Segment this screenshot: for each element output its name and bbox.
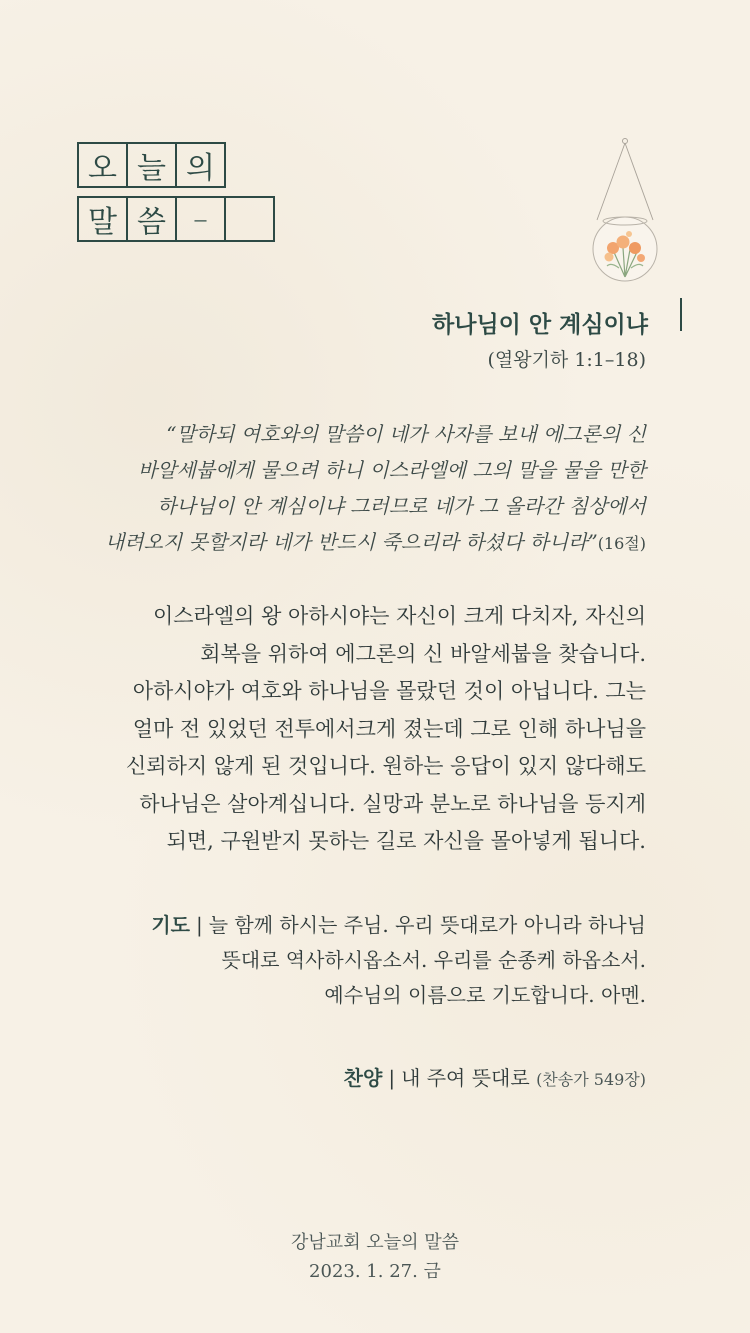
hymn-separator: |	[388, 1066, 396, 1090]
hymn-section	[344, 1062, 646, 1091]
decorative-divider	[680, 298, 682, 331]
title-grid-cell: 말	[77, 196, 128, 242]
prayer-text: 늘 함께 하시는 주님. 우리 뜻대로가 아니라 하나님	[208, 913, 646, 937]
hymn-reference: (찬송가 549장)	[536, 1070, 646, 1089]
sermon-title: 하나님이 안 계심이냐	[432, 312, 648, 338]
hymn-label: 찬양	[343, 1066, 383, 1090]
title-grid-cell: 늘	[126, 142, 177, 188]
title-grid-row-2	[77, 196, 273, 242]
title-grid-cell: 씀	[126, 196, 177, 242]
body-line: 하나님은 살아계십니다. 실망과 분노로 하나님을 등지게	[139, 791, 646, 816]
body-line: 얼마 전 있었던 전투에서크게 졌는데 그로 인해 하나님을	[132, 716, 646, 741]
prayer-line: 예수님의 이름으로 기도합니다. 아멘.	[324, 983, 646, 1007]
scripture-quote-line-last	[46, 524, 646, 562]
title-grid-cell: –	[175, 196, 226, 242]
devotional-body	[26, 598, 646, 861]
scripture-quote-line: 하나님이 안 계심이냐 그러므로 네가 그 올라간 침상에서	[157, 494, 646, 518]
title-grid-cell: 의	[175, 142, 226, 188]
scripture-reference: (열왕기하 1:1–18)	[487, 349, 646, 371]
body-line: 아하시야가 여호와 하나님을 몰랐던 것이 아닙니다. 그는	[132, 679, 646, 703]
body-line: 이스라엘의 왕 아하시야는 자신이 크게 다치자, 자신의	[152, 604, 646, 628]
prayer-section	[26, 908, 646, 1013]
body-line: 신뢰하지 않게 된 것입니다. 원하는 응답이 있지 않다해도	[126, 754, 646, 778]
footer-church-name: 강남교회 오늘의 말씀	[291, 1232, 459, 1253]
hymn-title: 내 주여 뜻대로	[401, 1066, 530, 1090]
scripture-quote-line-text: 내려오지 못할지라 네가 반드시 죽으리라 하셨다 하니라”	[104, 530, 598, 554]
footer	[0, 1228, 750, 1286]
title-grid-cell	[224, 196, 275, 242]
title-grid-cell: 오	[77, 142, 128, 188]
scripture-quote-line: 바알세붑에게 물으려 하니 이스라엘에 그의 말을 물을 만한	[137, 458, 646, 482]
prayer-line: 뜻대로 역사하시옵소서. 우리를 순종케 하옵소서.	[221, 948, 646, 972]
scripture-quote	[46, 416, 646, 562]
body-line: 되면, 구원받지 못하는 길로 자신을 몰아넣게 됩니다.	[166, 829, 646, 853]
prayer-line-1	[26, 908, 646, 943]
prayer-separator: |	[195, 913, 203, 937]
title-grid-row-1	[77, 142, 273, 188]
scripture-quote-line: “말하되 여호와의 말씀이 네가 사자를 보내 에그론의 신	[166, 422, 646, 446]
body-line: 회복을 위하여 에그론의 신 바알세붑을 찾습니다.	[200, 641, 646, 666]
footer-date: 2023. 1. 27. 금	[309, 1261, 441, 1282]
hanging-flower-terrarium-icon	[585, 138, 665, 288]
verse-number: (16절)	[597, 534, 646, 553]
prayer-label: 기도	[151, 913, 190, 937]
title-grid	[77, 142, 273, 242]
